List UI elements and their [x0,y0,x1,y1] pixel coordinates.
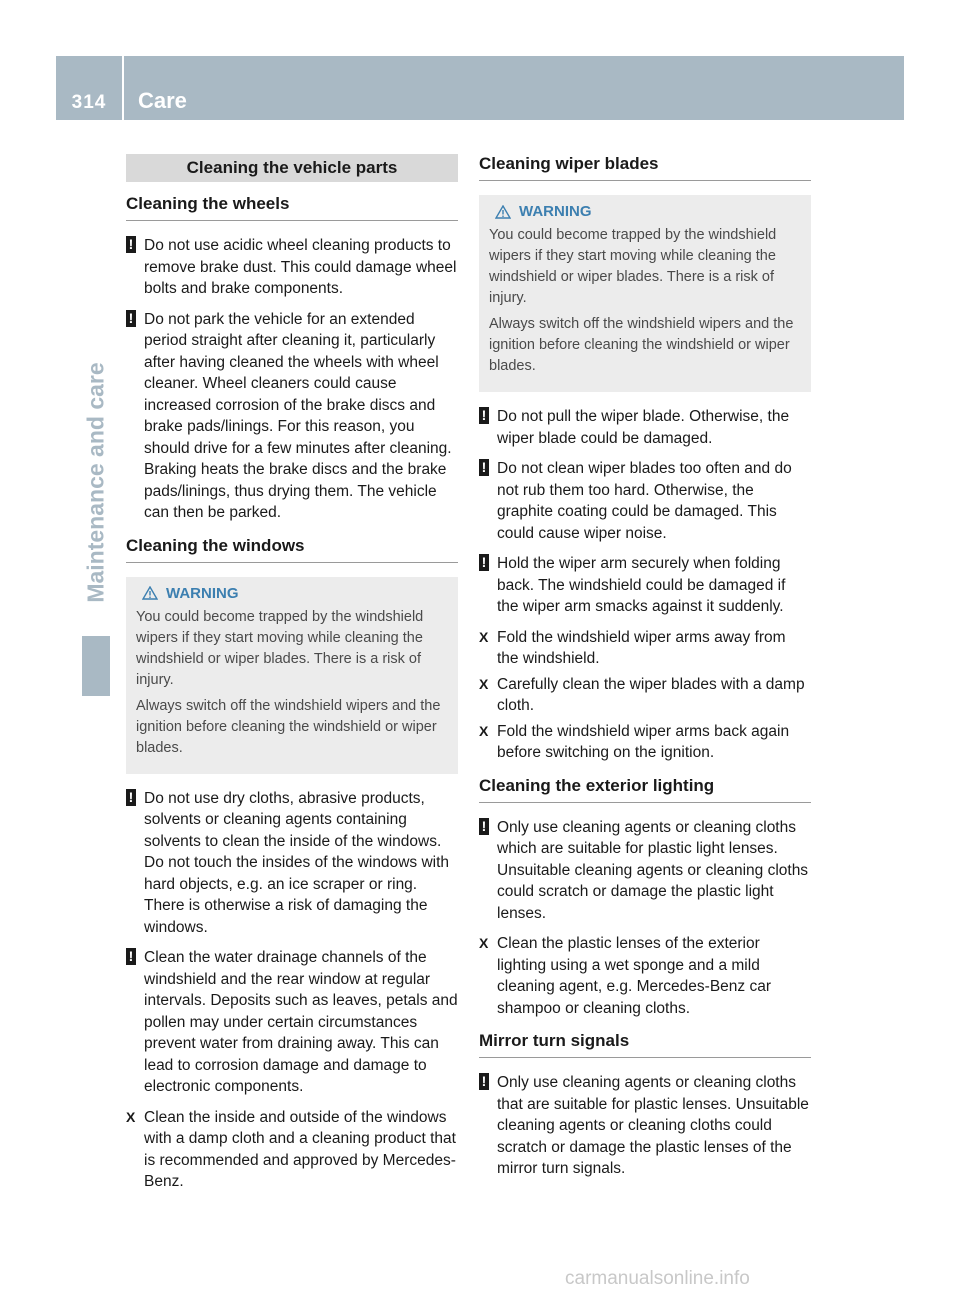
right-column [479,154,811,1189]
warning-triangle-icon [142,586,158,600]
note-item: ! Do not clean wiper blades too often and do not rub them too hard. Otherwise, the graphite coating could be damaged. This could cause wiper noise. [479,458,811,544]
heading-cleaning-windows: Cleaning the windows [126,536,458,563]
side-chapter-tab [82,270,110,695]
note-item: ! Do not park the vehicle for an extended period straight after cleaning it, particularly after having cleaned the wheels with wheel cleaner. Wheel cleaners could cause increased corrosion of the brake discs and brake pads/linings. For this reason, you should drive for a few minutes after cleaning. Braking heats the brake discs and the brake pads/linings, thus drying them. The vehicle can then be parked. [126,309,458,524]
note-item: ! Do not pull the wiper blade. Otherwise, the wiper blade could be damaged. [479,406,811,449]
warning-label: WARNING [519,203,592,220]
arrow-step-icon: X [126,1108,136,1125]
step-item: X Clean the plastic lenses of the exterior lighting using a wet sponge and a mild cleaning agent, e.g. Mercedes-Benz car shampoo or cleaning cloths. [479,935,771,1017]
side-chapter-label: Maintenance and care [82,362,109,603]
warning-text: Always switch off the windshield wipers and the ignition before cleaning the windshield or wiper blades. [489,316,794,374]
exclamation-icon: ! [126,236,136,253]
exclamation-icon: ! [126,948,136,965]
exclamation-icon: ! [479,818,489,835]
note-item: ! Hold the wiper arm securely when folding back. The windshield could be damaged if the wiper arm smacks against it suddenly. [479,553,811,618]
heading-cleaning-wheels: Cleaning the wheels [126,194,458,221]
exclamation-icon: ! [126,310,136,327]
page-header [56,56,904,120]
step-item: X Clean the inside and outside of the windows with a damp cloth and a cleaning product that is recommended and approved by Mercedes-Benz. [126,1108,456,1190]
warning-text: You could become trapped by the windshield wipers if they start moving while cleaning the windshield or wiper blades. There is a risk of injury. [489,227,777,306]
watermark: carmanualsonline.info [565,1268,750,1289]
heading-cleaning-exterior-lighting: Cleaning the exterior lighting [479,776,811,803]
warning-text: Always switch off the windshield wipers and the ignition before cleaning the windshield or wiper blades. [136,697,441,756]
exclamation-icon: ! [479,554,489,571]
exclamation-icon: ! [479,459,489,476]
note-item: ! Do not use dry cloths, abrasive products, solvents or cleaning agents containing solvents to clean the inside of the windows. Do not touch the insides of the windows with hard objects, e.g. an ice scraper or ring. There is otherwise a risk of damaging the windows. [126,788,458,939]
arrow-step-icon: X [479,628,489,645]
heading-mirror-turn-signals: Mirror turn signals [479,1031,811,1058]
left-column [126,154,458,1197]
side-tab-marker [82,636,110,696]
warning-triangle-icon [495,205,511,219]
note-item: ! Do not use acidic wheel cleaning products to remove brake dust. This could damage wheel bolts and brake components. [126,235,458,300]
note-item: ! Only use cleaning agents or cleaning cloths which are suitable for plastic light lenses. Unsuitable cleaning agents or cleaning cloths could scratch or damage the plastic light lenses. [479,817,811,925]
warning-label: WARNING [166,584,239,602]
exclamation-icon: ! [479,407,489,424]
heading-cleaning-wiper-blades: Cleaning wiper blades [479,154,811,181]
arrow-step-icon: X [479,722,489,739]
step-item: X Carefully clean the wiper blades with a damp cloth. [479,675,805,714]
page-number: 314 [56,56,124,120]
arrow-step-icon: X [479,935,489,951]
note-item: ! Clean the water drainage channels of the windshield and the rear window at regular intervals. Deposits such as leaves, petals and pollen may under certain circumstances prevent water from draining away. This can lead to corrosion damage and damage to electronic components. [126,947,458,1098]
note-item: ! Only use cleaning agents or cleaning cloths that are suitable for plastic lenses. Unsuitable cleaning agents or cleaning cloths could scratch or damage the plastic lenses of the mirror turn signals. [479,1072,811,1180]
arrow-step-icon: X [479,675,489,692]
warning-text: You could become trapped by the windshield wipers if they start moving while cleaning the windshield or wiper blades. There is a risk of injury. [136,608,424,688]
chapter-title: Care [138,88,187,113]
section-title: Cleaning the vehicle parts [126,154,458,182]
warning-box [126,577,458,774]
warning-box [479,195,811,392]
exclamation-icon: ! [126,789,136,806]
step-item: X Fold the windshield wiper arms back again before switching on the ignition. [479,722,790,761]
step-item: X Fold the windshield wiper arms away from the windshield. [479,628,786,667]
exclamation-icon: ! [479,1073,489,1090]
